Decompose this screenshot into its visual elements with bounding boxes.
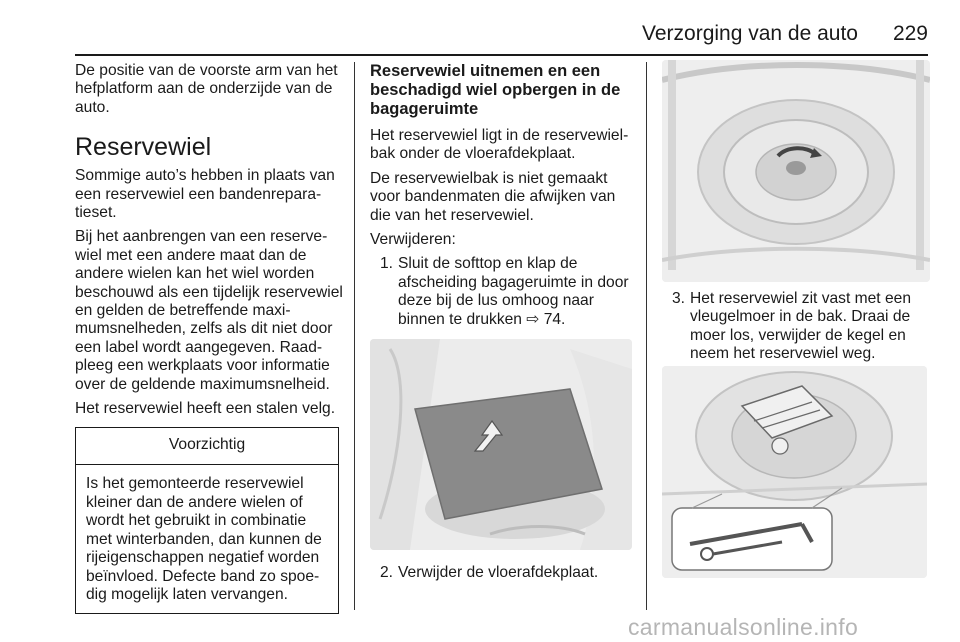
paragraph: Verwijderen: <box>370 231 456 249</box>
step-text: Verwijder de vloerafdekplaat. <box>398 564 599 582</box>
subsection-title: Reservewiel uitnemen en een beschadigd wiel opbergen in de bagageruimte <box>370 62 621 118</box>
spare-wheel-well-illustration <box>662 60 930 282</box>
paragraph: De reservewielbak is niet gemaakt voor bandenmaten die afwijken van die van het reservewiel. <box>370 169 616 224</box>
step-3 <box>662 290 930 364</box>
column-right <box>662 62 930 282</box>
paragraph: Het reservewiel ligt in de reservewielbak onder de vloerafdekplaat. <box>370 127 629 163</box>
header-title: Verzorging van de auto <box>642 22 858 45</box>
column-left <box>75 62 345 614</box>
step-number: 2. <box>380 564 394 582</box>
jack-and-tools-illustration <box>662 366 927 578</box>
paragraph: Het reservewiel heeft een stalen velg. <box>75 400 336 418</box>
page-number: 229 <box>892 22 928 45</box>
column-right-figure <box>662 366 930 592</box>
step-text: Het reservewiel zit vast met een vleugelmoer in de bak. Draai de moer los, verwijder de kegel en neem het reservewiel weg. <box>690 290 911 363</box>
column-middle <box>370 62 635 588</box>
section-title: Reservewiel <box>75 133 212 162</box>
step-text: Sluit de softtop en klap de afscheiding bagageruimte in door deze bij de lus omhoog naar binnen te drukken ⇨ 74. <box>398 255 629 328</box>
step-2 <box>370 564 635 582</box>
caution-title: Voorzichtig <box>76 428 338 465</box>
column-divider <box>646 62 647 610</box>
step-1 <box>370 255 635 329</box>
step-number: 3. <box>672 290 686 307</box>
caution-box <box>75 427 339 615</box>
intro-paragraph: De positie van de voorste arm van het hefplatform aan de onderzijde van de auto. <box>75 62 338 116</box>
paragraph: Bij het aanbrengen van een reservewiel met een andere maat dan de andere wielen kan het wiel worden beschouwd als een tijdelijk reservewiel en gelden de betreffende maximumsnelheden, zelfs als dit niet door een label wordt aangegeven. Raadpleeg een werkplaats voor informatie over de geldende maximumsnelheid. <box>75 228 343 393</box>
watermark-text: carmanualsonline.info <box>628 614 859 640</box>
step-number: 1. <box>380 255 394 273</box>
column-divider <box>354 62 355 610</box>
caution-text: Is het gemonteerde reservewiel kleiner dan de andere wielen of wordt het gebruikt in combinatie met winterbanden, dan kunnen de rijeigenschappen negatief worden beïnvloed. Defecte band zo spoedig mogelijk laten vervangen. <box>86 474 322 604</box>
trunk-floor-cover-illustration <box>370 339 632 550</box>
page-header <box>75 18 928 56</box>
column-right-lower <box>662 290 930 370</box>
paragraph: Sommige auto’s hebben in plaats van een reservewiel een bandenreparatieset. <box>75 167 335 222</box>
